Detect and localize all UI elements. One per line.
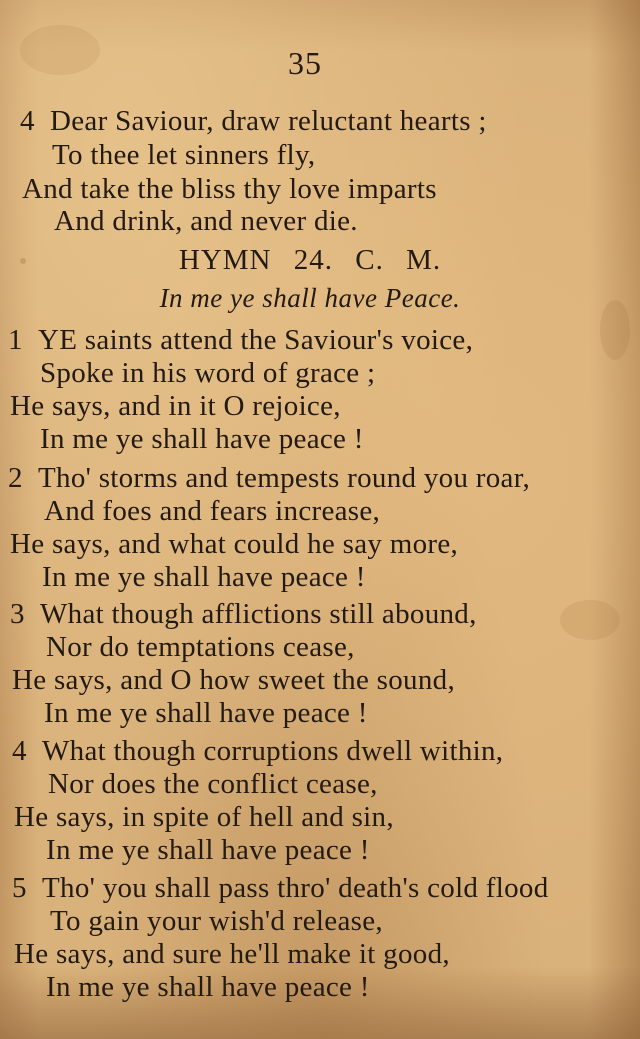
stanza-3-line-4: In me ye shall have peace !: [44, 697, 368, 729]
stanza-4-line-3: He says, in spite of hell and sin,: [14, 801, 394, 833]
stanza-5-line-4: In me ye shall have peace !: [46, 971, 370, 1003]
stanza-4-line-2: Nor does the conflict cease,: [48, 768, 378, 800]
stanza-1-line-3: He says, and in it O rejoice,: [10, 390, 341, 422]
stanza-3-line-1: [10, 597, 477, 631]
stanza-2-line-4: In me ye shall have peace !: [42, 561, 366, 593]
verse-line: Tho' you shall pass thro' death's cold flood: [42, 872, 549, 904]
stanza-1-line-1: [8, 323, 473, 357]
stanza-number: 4: [20, 105, 35, 137]
stanza-2-line-2: And foes and fears increase,: [44, 495, 381, 527]
stanza-5-line-1: [12, 871, 549, 905]
stanza-number: 2: [8, 462, 23, 494]
verse-line: Tho' storms and tempests round you roar,: [38, 462, 531, 494]
stanza-number: 3: [10, 598, 25, 630]
stanza-5-line-2: To gain your wish'd release,: [50, 905, 383, 937]
verse-line: What though corruptions dwell within,: [42, 735, 504, 767]
stanza-number: 1: [8, 324, 23, 356]
stanza-3-line-3: He says, and O how sweet the sound,: [12, 664, 456, 696]
hymn-subtitle: In me ye shall have Peace.: [159, 283, 461, 313]
hymn-title: HYMN 24. C. M.: [178, 244, 442, 276]
stanza-5-line-3: He says, and sure he'll make it good,: [14, 938, 450, 970]
page-number: 35: [288, 45, 322, 81]
stanza-number: 5: [12, 872, 27, 904]
verse-line: YE saints attend the Saviour's voice,: [38, 324, 474, 356]
stanza-4-line-4: In me ye shall have peace !: [46, 834, 370, 866]
prev-stanza-line-4: And drink, and never die.: [54, 205, 358, 237]
stanza-2-line-3: He says, and what could he say more,: [10, 528, 459, 560]
stanza-4-line-1: [12, 734, 503, 768]
stanza-1-line-4: In me ye shall have peace !: [40, 423, 364, 455]
verse-line: Dear Saviour, draw reluctant hearts ;: [50, 105, 487, 137]
stanza-2-line-1: [8, 461, 530, 495]
stanza-3-line-2: Nor do temptations cease,: [46, 631, 355, 663]
prev-stanza-line-1: [20, 104, 487, 138]
prev-stanza-line-2: To thee let sinners fly,: [52, 139, 316, 171]
prev-stanza-line-3: And take the bliss thy love imparts: [22, 173, 437, 205]
stanza-1-line-2: Spoke in his word of grace ;: [40, 357, 376, 389]
verse-line: What though afflictions still abound,: [40, 598, 477, 630]
stanza-number: 4: [12, 735, 27, 767]
